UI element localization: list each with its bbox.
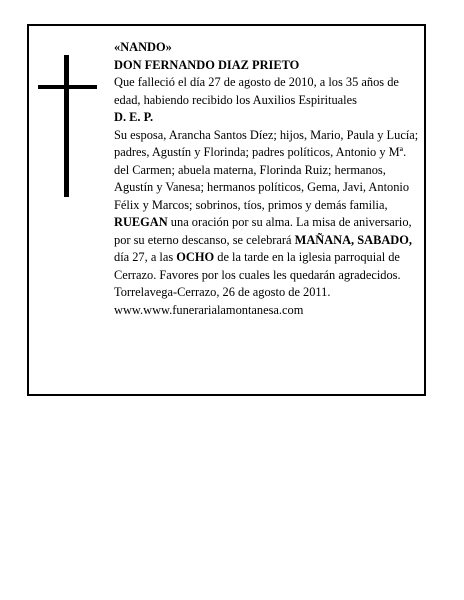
day-word: MAÑANA, SABADO, xyxy=(294,232,412,247)
family-list: Su esposa, Arancha Santos Díez; hijos, Mario, Paula y Lucía; padres, Agustín y Florinda; padres políticos, Antonio y Mª. del Carmen; abuela materna, Florinda Ruiz; hermanos, Agustín y Vanesa; hermanos políticos, Gema, Javi, Antonio Félix y Marcos; sobrinos, tíos, primos y demás familia, xyxy=(114,127,419,212)
website-link[interactable]: www.www.funerarialamontanesa.com xyxy=(114,302,304,317)
deceased-nickname: «NANDO» xyxy=(114,40,172,54)
request-word: RUEGAN xyxy=(114,215,168,229)
place-date: Torrelavega-Cerrazo, 26 de agosto de 2011. xyxy=(114,285,331,299)
rip-abbreviation: D. E. P. xyxy=(114,110,154,124)
cross-vertical-bar xyxy=(64,55,69,197)
day-text: día 27, a las xyxy=(114,250,177,264)
time-word: OCHO xyxy=(176,250,215,264)
cross-horizontal-bar xyxy=(38,85,97,89)
death-info: Que falleció el día 27 de agosto de 2010, a los 35 años de edad, habiendo recibido los Auxilios Espirituales xyxy=(114,75,399,107)
closing-text: de la tarde en la iglesia parroquial de Cerrazo. Favores por los cuales les quedarán agradecidos. xyxy=(114,250,401,282)
obituary-text xyxy=(114,39,420,319)
cross-icon xyxy=(38,55,98,197)
deceased-full-name: DON FERNANDO DIAZ PRIETO xyxy=(114,57,300,72)
mass-announcement xyxy=(114,214,420,284)
request-text: una oración por su alma. La misa de aniversario, por su eterno descanso, se celebrará xyxy=(114,215,412,247)
